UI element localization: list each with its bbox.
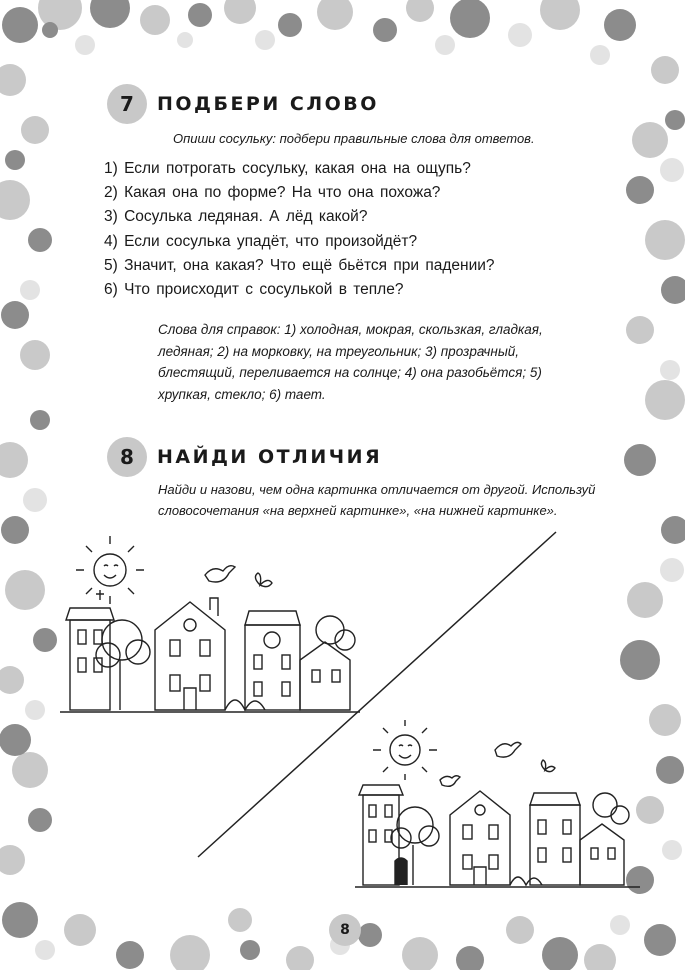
question-item: 4) Если сосулька упадёт, что произойдёт? <box>104 232 418 250</box>
section-8-title: НАЙДИ ОТЛИЧИЯ <box>157 446 383 468</box>
butterfly-icon <box>255 573 272 587</box>
section-8-instruction-line-1: Найди и назови, чем одна картинка отличается от другой. Используй <box>158 482 596 497</box>
section-8-instruction-line-2: словосочетания «на верхней картинке», «на нижней картинке». <box>158 503 558 518</box>
upper-town-picture <box>60 530 380 730</box>
question-item: 3) Сосулька ледяная. А лёд какой? <box>104 208 368 226</box>
question-item: 5) Значит, она какая? Что ещё бьётся при падении? <box>104 256 495 274</box>
question-item: 6) Что происходит с сосулькой в тепле? <box>104 281 404 299</box>
bird-icon <box>440 776 460 787</box>
section-7-number: 7 <box>107 84 147 124</box>
question-item: 2) Какая она по форме? На что она похожа? <box>104 184 441 202</box>
bird-icon <box>495 742 521 757</box>
section-8-number: 8 <box>107 437 147 477</box>
sun-icon <box>373 720 437 780</box>
butterfly-icon <box>541 760 555 772</box>
sun-icon <box>76 536 144 604</box>
page-number: 8 <box>329 914 361 946</box>
lower-town-picture <box>355 720 645 900</box>
reference-words: Слова для справок: 1) холодная, мокрая, скользкая, гладкая, ледяная; 2) на морковку, на треугольник; 3) прозрачный, блестящий, переливается на солнце; 4) она разобьётся; 5) хрупкая, стекло; 6) тает. <box>158 322 543 402</box>
section-7-instruction: Опиши сосульку: подбери правильные слова для ответов. <box>173 131 535 146</box>
question-item: 1) Если потрогать сосульку, какая она на ощупь? <box>104 160 471 177</box>
section-7-title: ПОДБЕРИ СЛОВО <box>157 93 379 115</box>
bird-icon <box>205 566 235 582</box>
